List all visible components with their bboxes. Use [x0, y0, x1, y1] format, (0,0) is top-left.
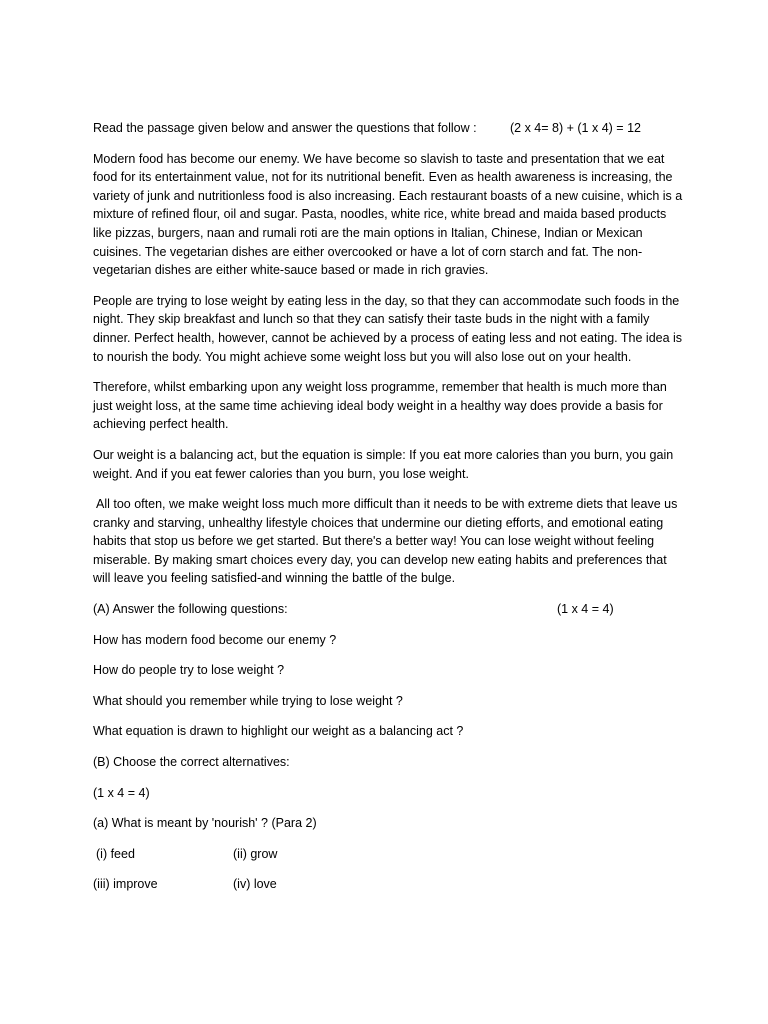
section-a-title: (A) Answer the following questions:	[93, 602, 288, 617]
section-a-heading	[93, 600, 685, 619]
worksheet-page	[93, 119, 685, 906]
question-3: What should you remember while trying to lose weight ?	[93, 693, 403, 708]
options-row-2	[93, 875, 685, 894]
instruction-line	[93, 119, 685, 138]
option-iv: (iv) love	[233, 877, 277, 892]
section-a-marks: (1 x 4 = 4)	[557, 602, 614, 617]
instruction-marks: (2 x 4= 8) + (1 x 4) = 12	[510, 121, 641, 135]
instruction-text: Read the passage given below and answer the questions that follow :	[93, 121, 477, 135]
section-b-heading: (B) Choose the correct alternatives:	[93, 755, 290, 770]
option-i: (i) feed	[96, 846, 135, 861]
passage-paragraph-3: Therefore, whilst embarking upon any weight loss programme, remember that health is much more than just weight loss, at the same time achieving ideal body weight in a healthy way does provide a basis for achieving perfect health.	[93, 380, 667, 432]
question-1: How has modern food become our enemy ?	[93, 632, 337, 647]
option-iii: (iii) improve	[93, 877, 158, 892]
question-4: What equation is drawn to highlight our weight as a balancing act ?	[93, 724, 464, 739]
question-2: How do people try to lose weight ?	[93, 663, 285, 678]
passage-paragraph-4: Our weight is a balancing act, but the equation is simple: If you eat more calories than you burn, you gain weight. And if you eat fewer calories than you burn, you lose weight.	[93, 447, 674, 481]
passage-paragraph-2: People are trying to lose weight by eating less in the day, so that they can accommodate such foods in the night. They skip breakfast and lunch so that they can satisfy their taste buds in the night with a family dinner. Perfect health, however, cannot be achieved by a process of eating less and not eating. The idea is to nourish the body. You might achieve some weight loss but you will also lose out on your health.	[93, 293, 683, 364]
passage-paragraph-1: Modern food has become our enemy. We have become so slavish to taste and presentation that we eat food for its entertainment value, not for its nutritional benefit. Even as health awareness is increasing, the variety of junk and nutritionless food is also increasing. Each restaurant boasts of a new cuisine, which is a mixture of refined flour, oil and sugar. Pasta, noodles, white rice, white bread and maida based products like pizzas, burgers, naan and rumali roti are the main options in Italian, Chinese, Indian or Mexican cuisines. The vegetarian dishes are either overcooked or have a lot of corn starch and fat. The non-vegetarian dishes are either white-sauce based or made in rich gravies.	[93, 151, 683, 278]
mcq-question-a: (a) What is meant by 'nourish' ? (Para 2)	[93, 816, 317, 831]
option-ii: (ii) grow	[233, 846, 278, 861]
options-row-1	[93, 845, 685, 864]
passage-paragraph-5: All too often, we make weight loss much more difficult than it needs to be with extreme diets that leave us cranky and starving, unhealthy lifestyle choices that undermine our dieting efforts, and emotional eating habits that stop us before we get started. But there's a better way! You can lose weight without feeling miserable. By making smart choices every day, you can develop new eating habits and preferences that will leave you feeling satisfied-and winning the battle of the bulge.	[93, 497, 678, 586]
section-b-marks: (1 x 4 = 4)	[93, 785, 150, 800]
